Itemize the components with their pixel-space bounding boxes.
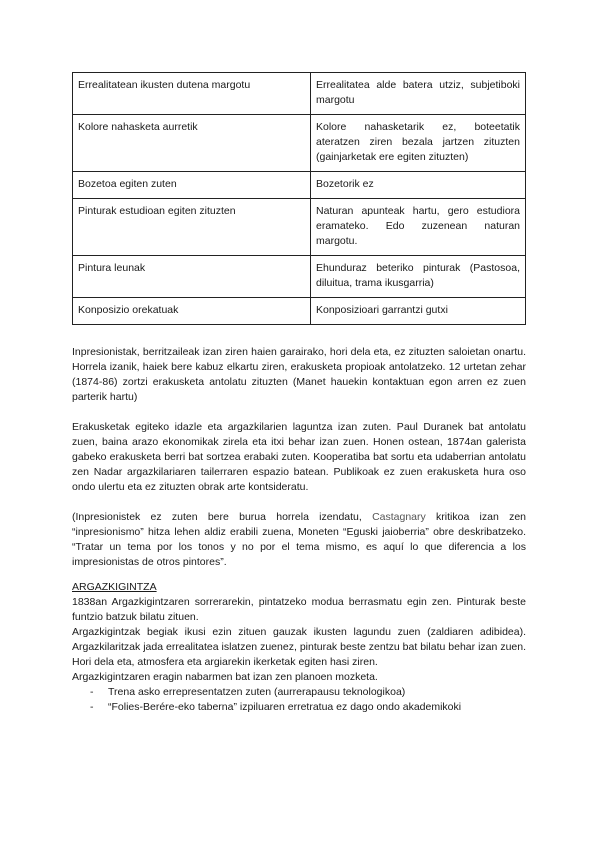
table-row <box>73 115 526 172</box>
section-line: Argazkigintzak begiak ikusi ezin zituen gauzak ikusten lagundu zuen (zaldiaren adibidea). Argazkilaritzak jada errealitatea islatzen zuenez, pinturak beste zentzu bat bilatu behar izan zuen. Hori dela eta, atmosfera eta argiarekin ikerketak egiten hasi ziren. <box>72 626 526 668</box>
section-heading: ARGAZKIGINTZA <box>72 581 157 593</box>
table-cell-right: Kolore nahasketarik ez, boteetatik ateratzen ziren bezala jartzen zituzten (gainjarketak ere egiten zituzten) <box>311 115 526 172</box>
list-item <box>72 685 526 700</box>
paragraph-exhibitions-support: Erakusketak egiteko idazle eta argazkilarien laguntza izan zuten. Paul Duranek bat antolatu zuen, baina arazo ekonomikak zirela eta itxi behar izan zuen. Honen ostean, 1874an galerista gabeko erakusketa berri bat sortzea erabaki zuten. Kooperatiba bat sortu eta udaberrian antolatu zen Nadar argazkilariaren tailerraren espazio batean. Publikoak ez zuen erakusketa hura oso ondo ulertu eta ez zituzten obrak arte kontsideratu. <box>72 421 526 493</box>
section-line: 1838an Argazkigintzaren sorrerarekin, pintatzeko modua berrasmatu egin zen. Pinturak beste funtzio batzuk bilatu zituen. <box>72 596 526 623</box>
bullet-list <box>72 685 526 715</box>
table-row <box>73 256 526 298</box>
table-cell-right: Ehunduraz beteriko pinturak (Pastosoa, diluitua, trama ikusgarria) <box>311 256 526 298</box>
table-row <box>73 172 526 199</box>
table-row <box>73 199 526 256</box>
table-cell-left: Pintura leunak <box>73 256 311 298</box>
paragraph-text: (Inpresionistek ez zuten bere burua horrela izendatu, <box>72 511 373 523</box>
dash-bullet: - <box>90 686 94 698</box>
table-row <box>73 298 526 325</box>
table-cell-left: Konposizio orekatuak <box>73 298 311 325</box>
table-cell-right: Naturan apunteak hartu, gero estudiora eramateko. Edo zuzenean naturan margotu. <box>311 199 526 256</box>
paragraph-exhibitions-intro: Inpresionistak, berritzaileak izan ziren haien garairako, hori dela eta, ez zituzten saloietan onartu. Horrela izanik, haiek bere kabuz elkartu ziren, erakusketa propioak antolatzeko. 12 urtetan zehar (1874-86) zortzi erakusketa antolatu zituzten (Manet hauekin kontaktuan egon arren ez zuen parterik hartu) <box>72 346 526 403</box>
table-cell-left: Errealitatean ikusten dutena margotu <box>73 73 311 115</box>
table-row <box>73 73 526 115</box>
list-item-text: “Folies-Berére-eko taberna” izpiluaren erretratua ez dago ondo akademikoki <box>108 701 462 713</box>
comparison-table <box>72 72 526 325</box>
table-cell-left: Bozetoa egiten zuten <box>73 172 311 199</box>
dash-bullet: - <box>90 701 94 713</box>
section-line: Argazkigintzaren eragin nabarmen bat izan zen planoen mozketa. <box>72 671 378 683</box>
photography-section <box>72 580 526 715</box>
list-item <box>72 700 526 715</box>
table-cell-right: Konposizioari garrantzi gutxi <box>311 298 526 325</box>
table-cell-right: Bozetorik ez <box>311 172 526 199</box>
table-cell-left: Kolore nahasketa aurretik <box>73 115 311 172</box>
paragraph-impressionism-name <box>72 510 526 570</box>
table-cell-right: Errealitatea alde batera utziz, subjetiboki margotu <box>311 73 526 115</box>
list-item-text: Trena asko errepresentatzen zuten (aurrerapausu teknologikoa) <box>108 686 406 698</box>
highlighted-name: Castagnary <box>372 511 426 523</box>
paragraph-text: kritikoa izan zen “inpresionismo” hitza lehen aldiz erabili zuena, Moneten “Eguski jaioberria” obre deskribatzeko. “Tratar un tema por los tonos y no por el tema mismo, es aquí lo que diferencia a los impresionistas de otros pintores”. <box>72 511 526 568</box>
table-cell-left: Pinturak estudioan egiten zituzten <box>73 199 311 256</box>
